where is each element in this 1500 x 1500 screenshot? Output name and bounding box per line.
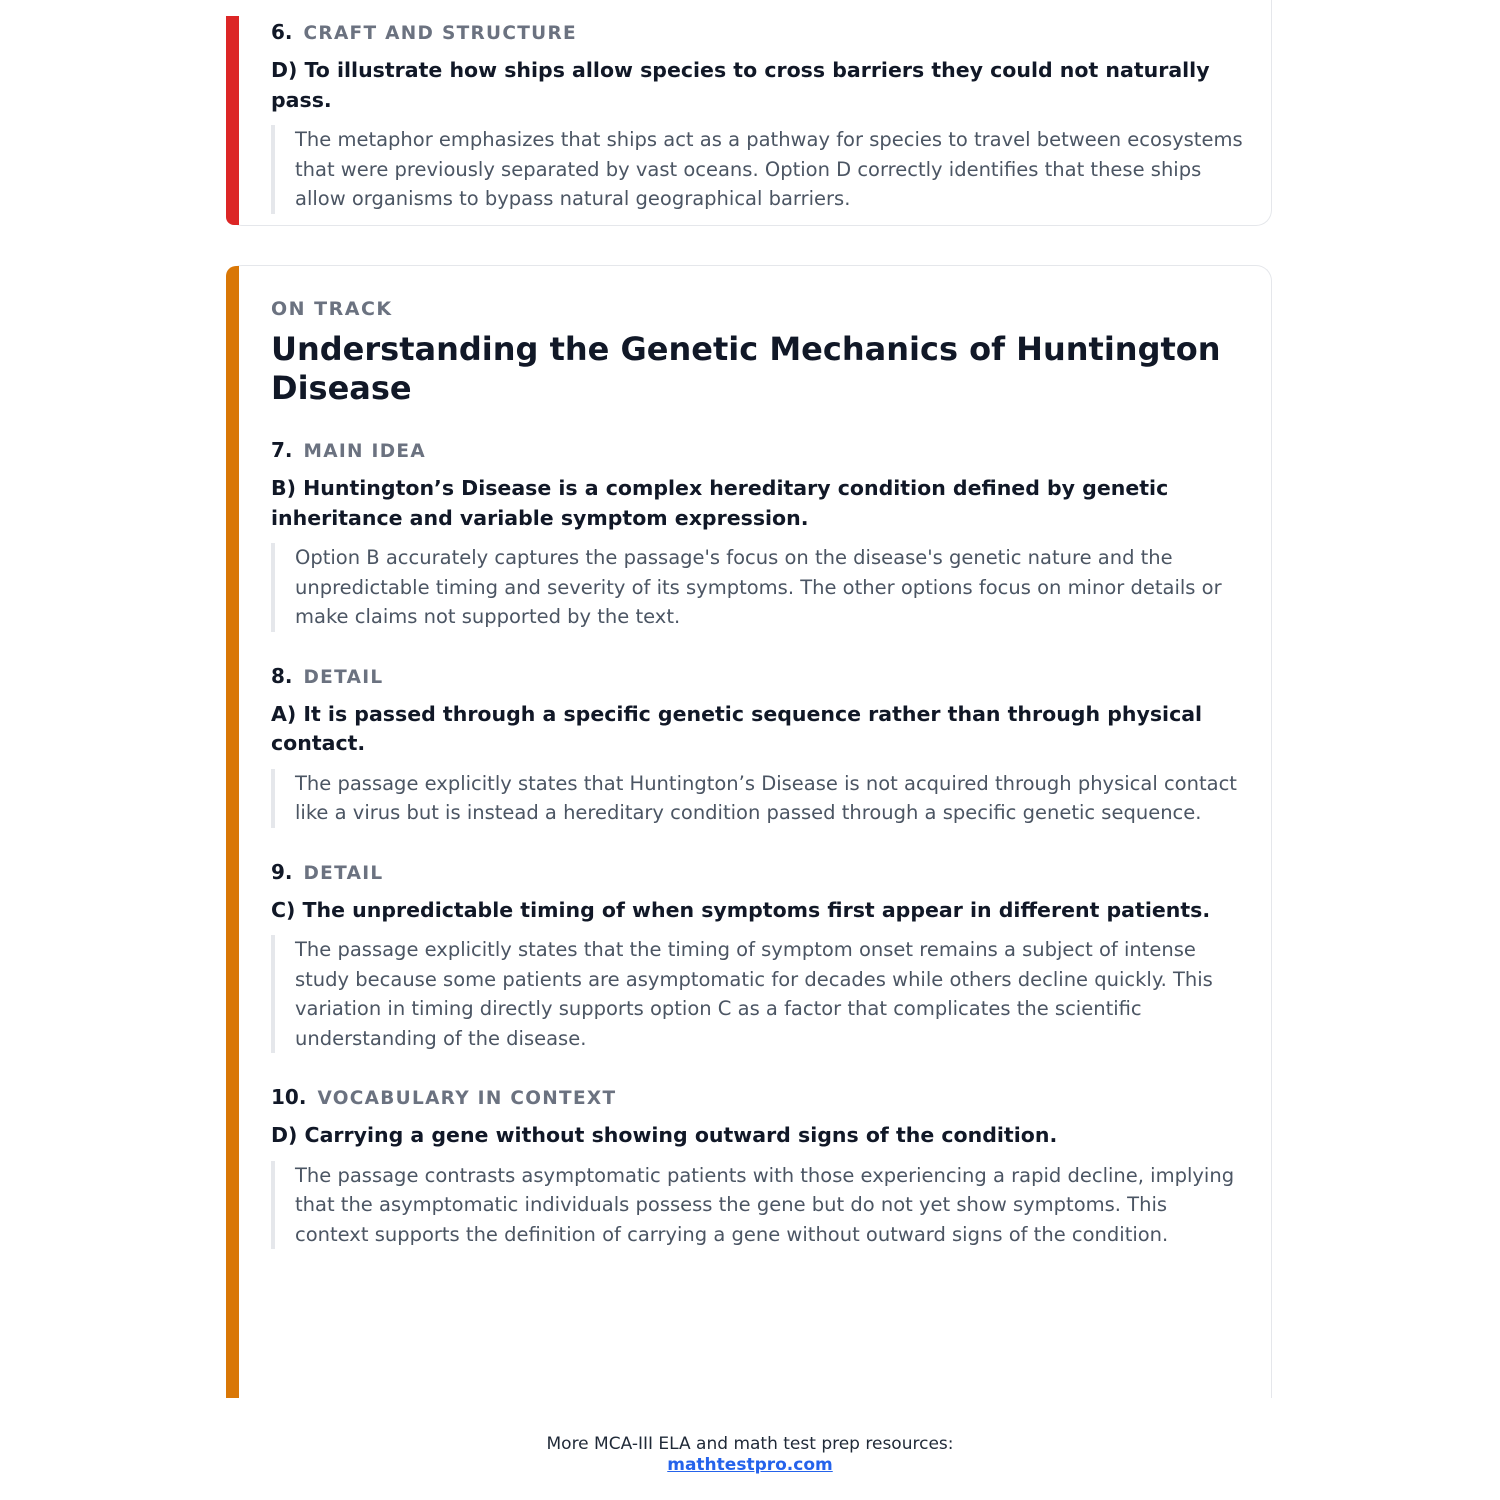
answer-explanation: The passage contrasts asymptomatic patients with those experiencing a rapid decline, implying that the asymptomatic individuals possess the gene but do not yet show symptoms. This context supports the definition of carrying a gene without outward signs of the condition. — [271, 1161, 1243, 1250]
card-content — [271, 298, 1243, 1281]
status-label: ON TRACK — [271, 298, 393, 320]
question-header — [271, 20, 1243, 44]
correct-answer: A) It is passed through a specific genetic sequence rather than through physical contact. — [271, 701, 1203, 755]
answer-explanation: The passage explicitly states that the timing of symptom onset remains a subject of intense study because some patients are asymptomatic for decades while others decline quickly. This variation in timing directly supports option C as a factor that complicates the scientific understanding of the disease. — [271, 935, 1243, 1053]
question-category: MAIN IDEA — [303, 441, 426, 462]
question-header — [271, 664, 1243, 688]
question-number: 9. — [271, 859, 293, 884]
question-number: 8. — [271, 663, 293, 688]
question-number: 6. — [271, 20, 293, 44]
question-item — [271, 860, 1243, 1054]
question-item — [271, 1085, 1243, 1249]
question-header — [271, 1085, 1243, 1109]
correct-answer: C) The unpredictable timing of when symptoms first appear in different patients. — [271, 897, 1211, 922]
answer-explanation: The metaphor emphasizes that ships act as a pathway for species to travel between ecosystems that were previously separated by vast oceans. Option D correctly identifies that these ships allow organisms to bypass natural geographical barriers. — [271, 125, 1243, 214]
question-item — [271, 664, 1243, 828]
question-category: VOCABULARY IN CONTEXT — [317, 1088, 617, 1109]
question-header — [271, 438, 1243, 462]
correct-answer: D) To illustrate how ships allow species to cross barriers they could not naturally pass. — [271, 58, 1210, 112]
question-category: DETAIL — [303, 862, 384, 884]
answer-explanation: The passage explicitly states that Huntington’s Disease is not acquired through physical contact like a virus but is instead a hereditary condition passed through a specific genetic sequence. — [271, 769, 1243, 828]
question-item — [271, 438, 1243, 632]
correct-answer: B) Huntington’s Disease is a complex hereditary condition defined by genetic inheritance and variable symptom expression. — [271, 476, 1169, 530]
answer-explanation: Option B accurately captures the passage's focus on the disease's genetic nature and the unpredictable timing and severity of its symptoms. The other options focus on minor details or make claims not supported by the text. — [271, 543, 1243, 632]
passage-title: Understanding the Genetic Mechanics of Huntington Disease — [271, 330, 1221, 407]
question-number: 7. — [271, 438, 293, 462]
question-category: DETAIL — [303, 666, 384, 688]
card-accent-bar — [226, 266, 239, 1398]
page-footer — [0, 1434, 1500, 1476]
footer-text: More MCA-III ELA and math test prep resources: — [546, 1434, 954, 1454]
question-category: CRAFT AND STRUCTURE — [303, 23, 577, 44]
card-content — [271, 20, 1243, 214]
question-item — [271, 20, 1243, 214]
question-number: 10. — [271, 1085, 307, 1109]
correct-answer: D) Carrying a gene without showing outward signs of the condition. — [271, 1123, 1058, 1147]
footer-link[interactable]: mathtestpro.com — [667, 1455, 833, 1475]
results-card-passage — [226, 265, 1272, 1398]
question-header — [271, 860, 1243, 884]
card-accent-bar — [226, 16, 239, 225]
results-card-previous — [226, 0, 1272, 226]
